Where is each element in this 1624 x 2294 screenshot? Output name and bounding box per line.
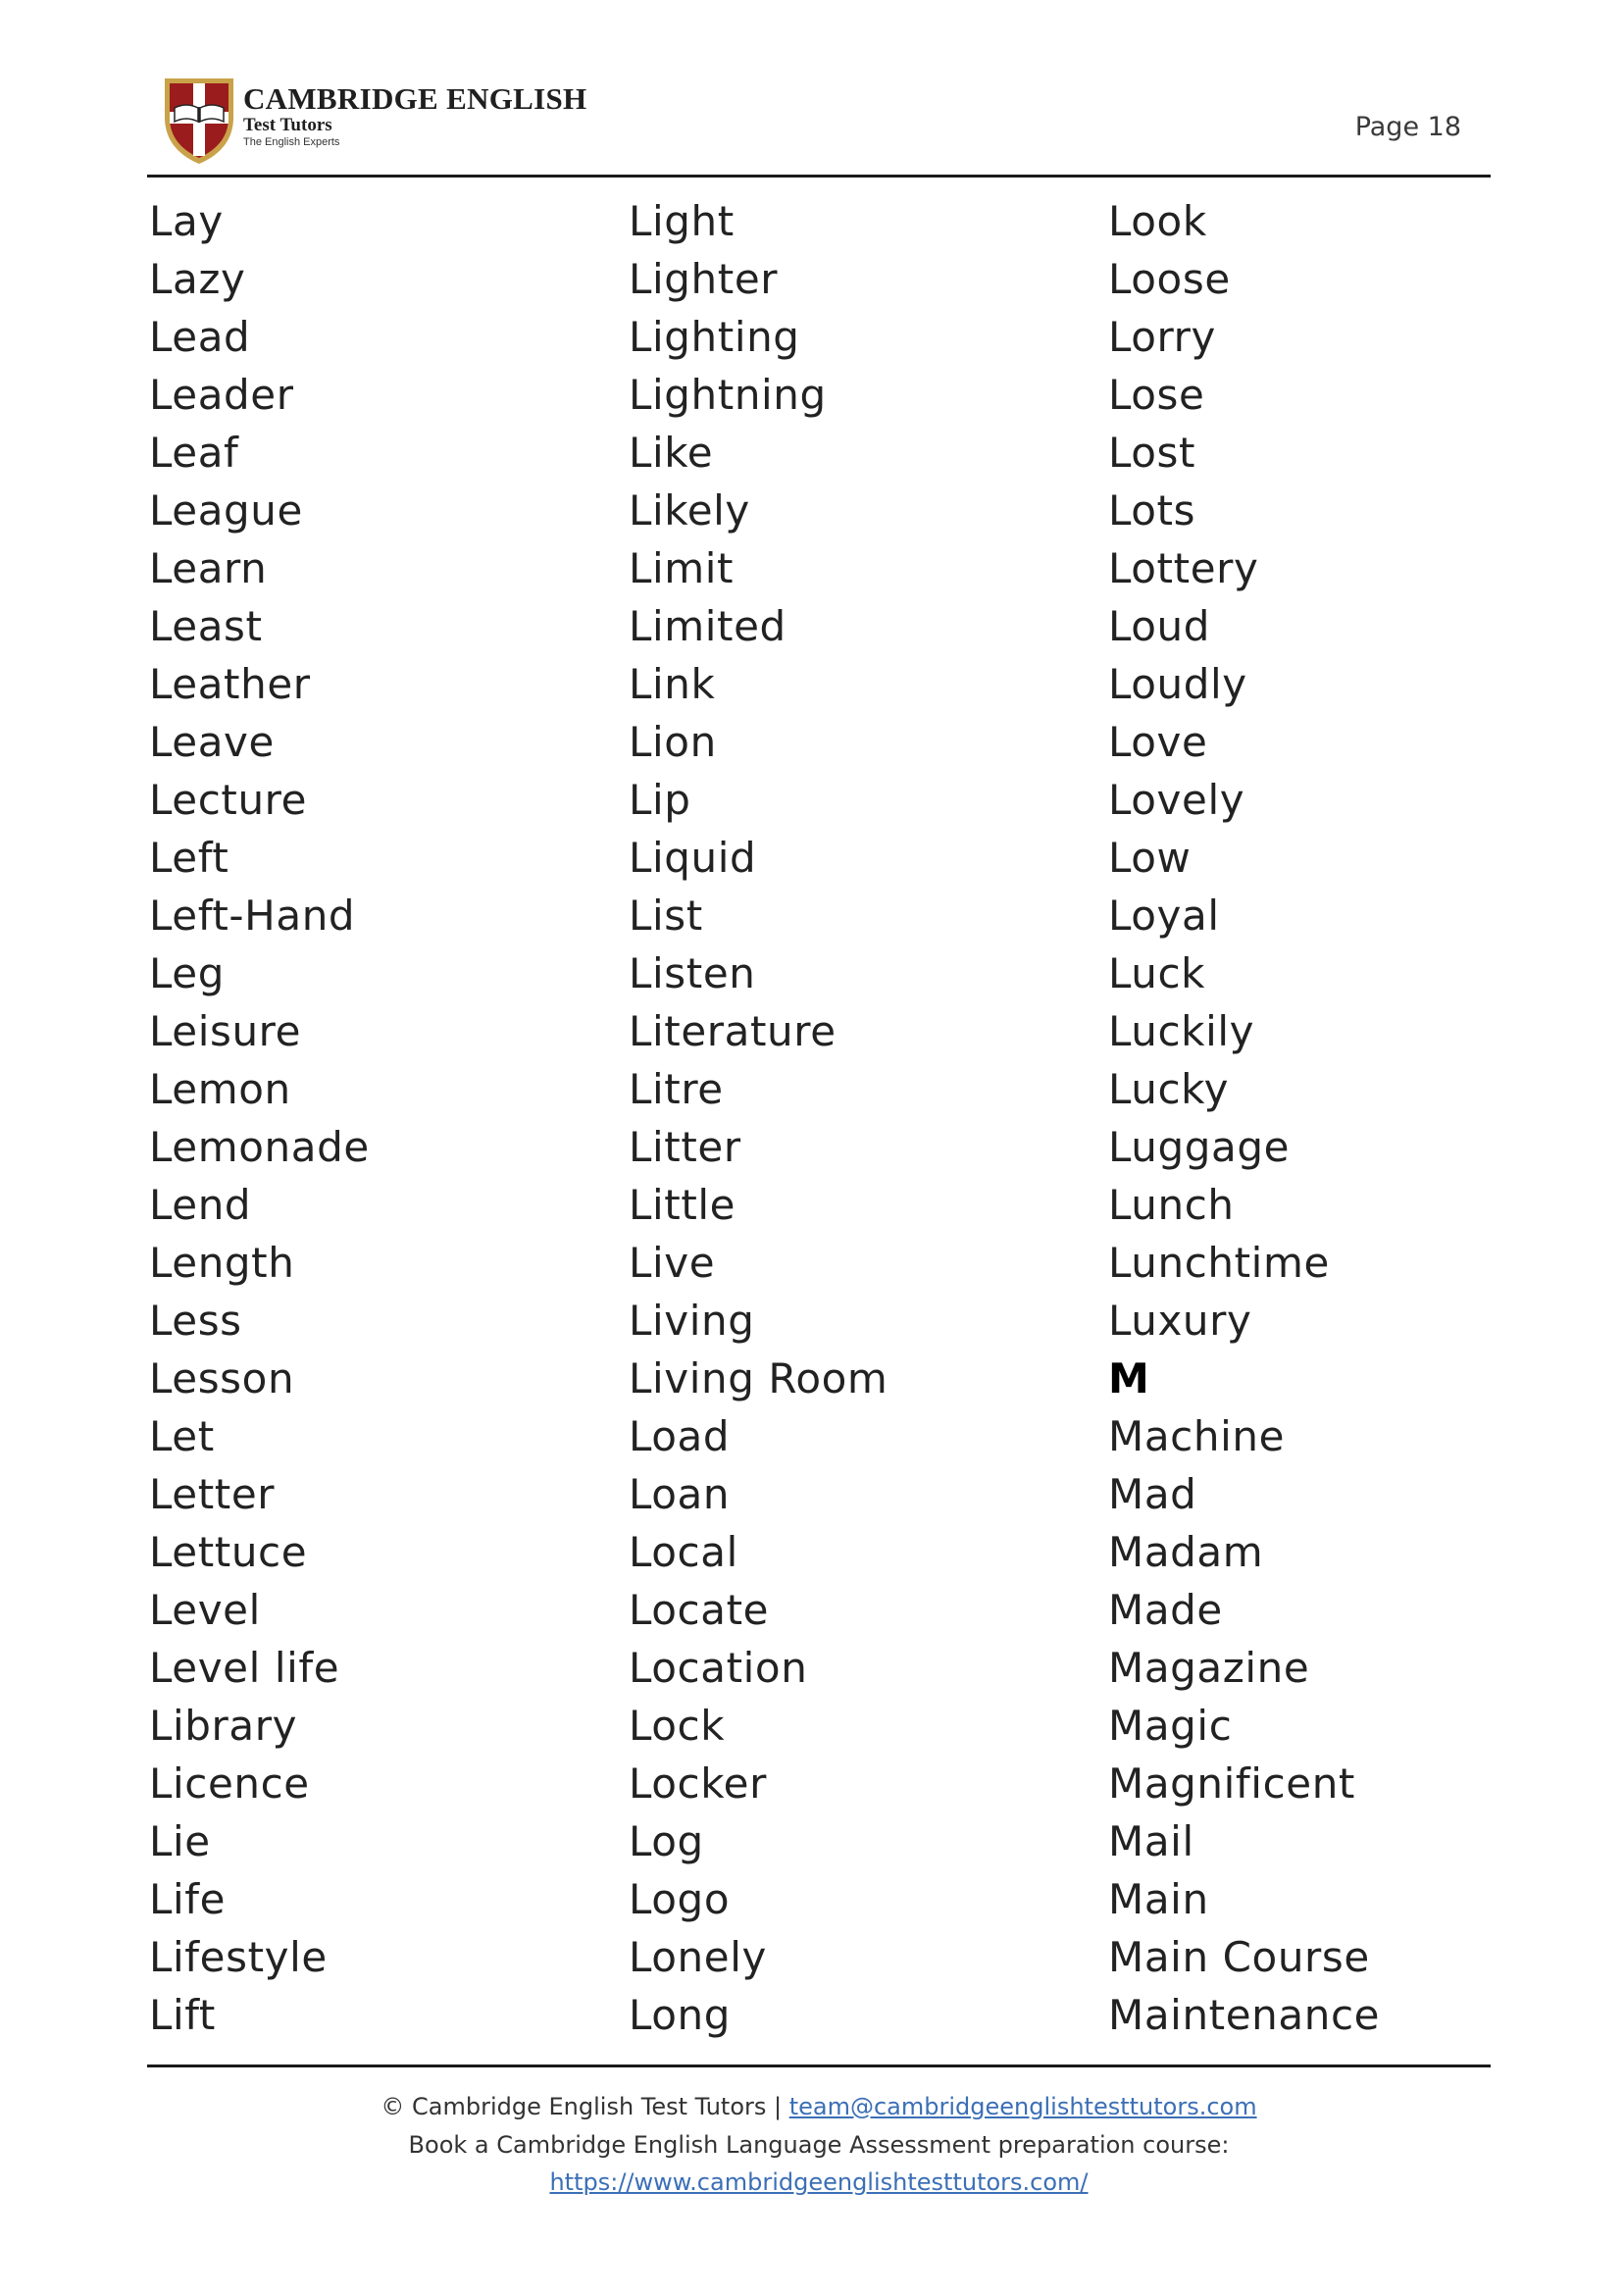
word-column-2 xyxy=(629,192,1099,2044)
word-item: Leaf xyxy=(149,429,239,477)
word-item: Left-Hand xyxy=(149,892,356,940)
word-item: Leave xyxy=(149,718,275,766)
word-item: Lettuce xyxy=(149,1528,308,1576)
word-item: Library xyxy=(149,1702,298,1750)
word-item: Luggage xyxy=(1108,1123,1291,1171)
word-item: Lie xyxy=(149,1817,211,1865)
word-item: Level xyxy=(149,1586,261,1634)
word-item: Lemonade xyxy=(149,1123,370,1171)
word-item: Leisure xyxy=(149,1007,302,1055)
word-item: Loudly xyxy=(1108,660,1247,708)
word-item: Lots xyxy=(1108,486,1196,535)
brand-block xyxy=(243,82,586,149)
footer-url-line xyxy=(147,2164,1491,2201)
word-item: Liquid xyxy=(629,834,757,882)
word-item: Leg xyxy=(149,949,225,997)
word-item: Literature xyxy=(629,1007,837,1055)
word-item: Maintenance xyxy=(1108,1991,1381,2039)
word-item: Likely xyxy=(629,486,750,535)
footer-copyright: © Cambridge English Test Tutors | xyxy=(381,2093,789,2120)
word-item: Living Room xyxy=(629,1354,888,1402)
word-item: Magic xyxy=(1108,1702,1233,1750)
word-item: Loud xyxy=(1108,602,1211,650)
word-item: League xyxy=(149,486,303,535)
brand-title: CAMBRIDGE ENGLISH xyxy=(243,81,587,116)
word-item: Look xyxy=(1108,197,1207,245)
word-item: Level life xyxy=(149,1644,340,1692)
word-item: Licence xyxy=(149,1759,310,1808)
word-item: Lose xyxy=(1108,371,1205,419)
word-item: Lucky xyxy=(1108,1065,1230,1113)
word-item: Loan xyxy=(629,1470,731,1518)
page-header xyxy=(147,69,1491,172)
word-item: Lunch xyxy=(1108,1181,1235,1229)
word-item: Madam xyxy=(1108,1528,1264,1576)
word-item: Lemon xyxy=(149,1065,291,1113)
brand-tagline: The English Experts xyxy=(243,136,340,148)
footer-website-link[interactable]: https://www.cambridgeenglishtesttutors.com/ xyxy=(549,2168,1089,2196)
word-item: Load xyxy=(629,1412,731,1460)
word-item: Luck xyxy=(1108,949,1206,997)
section-heading: M xyxy=(1108,1354,1150,1402)
word-item: Light xyxy=(629,197,735,245)
word-item: Low xyxy=(1108,834,1192,882)
word-item: Lip xyxy=(629,776,691,824)
word-column-3 xyxy=(1108,192,1579,2044)
word-item: Leather xyxy=(149,660,311,708)
word-item: Link xyxy=(629,660,716,708)
word-item: Lifestyle xyxy=(149,1933,328,1981)
word-item: Main xyxy=(1108,1875,1209,1923)
word-item: Local xyxy=(629,1528,738,1576)
brand-subtitle: Test Tutors xyxy=(243,115,332,135)
word-item: Lost xyxy=(1108,429,1196,477)
word-item: Mad xyxy=(1108,1470,1197,1518)
word-item: Machine xyxy=(1108,1412,1286,1460)
word-item: Log xyxy=(629,1817,704,1865)
word-item: Leader xyxy=(149,371,294,419)
word-item: Lay xyxy=(149,197,224,245)
word-item: Least xyxy=(149,602,263,650)
word-item: Luckily xyxy=(1108,1007,1255,1055)
word-item: Locker xyxy=(629,1759,767,1808)
footer-divider xyxy=(147,2065,1491,2067)
word-item: Lion xyxy=(629,718,717,766)
word-item: Less xyxy=(149,1297,242,1345)
footer-course-text: Book a Cambridge English Language Assessment preparation course: xyxy=(408,2131,1230,2159)
word-item: Lonely xyxy=(629,1933,767,1981)
word-item: Like xyxy=(629,429,714,477)
header-divider xyxy=(147,175,1491,178)
word-item: Litre xyxy=(629,1065,724,1113)
word-item: Magazine xyxy=(1108,1644,1310,1692)
word-item: Litter xyxy=(629,1123,741,1171)
word-item: Love xyxy=(1108,718,1208,766)
word-item: Living xyxy=(629,1297,755,1345)
shield-logo-icon xyxy=(159,73,239,167)
word-item: Letter xyxy=(149,1470,276,1518)
word-item: List xyxy=(629,892,703,940)
word-item: Loyal xyxy=(1108,892,1220,940)
word-item: Let xyxy=(149,1412,215,1460)
word-item: Lovely xyxy=(1108,776,1245,824)
word-item: Mail xyxy=(1108,1817,1194,1865)
word-item: Lecture xyxy=(149,776,308,824)
word-item: Magnificent xyxy=(1108,1759,1355,1808)
word-item: Lift xyxy=(149,1991,216,2039)
word-item: Made xyxy=(1108,1586,1223,1634)
word-item: Loose xyxy=(1108,255,1231,303)
word-item: Life xyxy=(149,1875,227,1923)
word-item: Locate xyxy=(629,1586,770,1634)
word-item: Listen xyxy=(629,949,756,997)
word-item: Long xyxy=(629,1991,732,2039)
word-item: Main Course xyxy=(1108,1933,1370,1981)
word-item: Lighting xyxy=(629,313,800,361)
word-item: Length xyxy=(149,1239,295,1287)
word-item: Lesson xyxy=(149,1354,295,1402)
word-item: Left xyxy=(149,834,229,882)
word-item: Lorry xyxy=(1108,313,1217,361)
word-item: Luxury xyxy=(1108,1297,1252,1345)
page-number: Page 18 xyxy=(1354,112,1461,142)
word-item: Lottery xyxy=(1108,544,1259,592)
word-item: Little xyxy=(629,1181,736,1229)
word-item: Live xyxy=(629,1239,716,1287)
word-item: Location xyxy=(629,1644,808,1692)
word-item: Lightning xyxy=(629,371,827,419)
word-item: Lock xyxy=(629,1702,726,1750)
footer-contact-line xyxy=(147,2087,1491,2126)
page-footer xyxy=(147,2087,1491,2201)
footer-email-link[interactable]: team@cambridgeenglishtesttutors.com xyxy=(788,2093,1257,2120)
word-item: Limit xyxy=(629,544,735,592)
word-item: Lunchtime xyxy=(1108,1239,1330,1287)
word-item: Learn xyxy=(149,544,268,592)
word-item: Lighter xyxy=(629,255,779,303)
word-item: Lead xyxy=(149,313,251,361)
word-item: Lend xyxy=(149,1181,252,1229)
word-item: Logo xyxy=(629,1875,731,1923)
word-item: Limited xyxy=(629,602,787,650)
word-column-1 xyxy=(149,192,620,2044)
word-item: Lazy xyxy=(149,255,246,303)
